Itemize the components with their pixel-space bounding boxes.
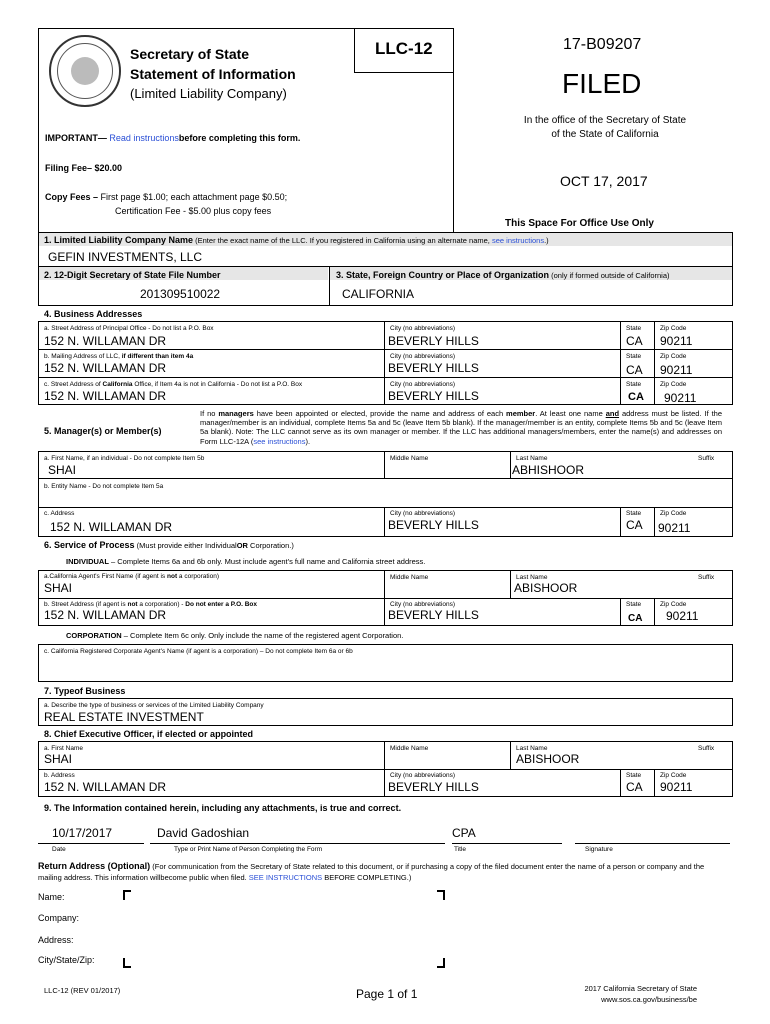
form-code-divider [354,28,355,72]
8a-last-name: ABISHOOR [516,752,580,766]
4b-zip: 90211 [660,363,693,377]
4b-label: b. Mailing Address of LLC, if different than item 4a [44,353,194,360]
title-line1: Secretary of State [130,46,250,62]
6a-last-name: ABISHOOR [514,581,578,595]
form-code: LLC-12 [375,39,433,58]
office-use-label: This Space For Office Use Only [505,218,654,229]
corporation-line: CORPORATION – Complete Item 6c only. Only include the name of the registered agent Corporation. [66,631,404,640]
section-8-label: 8. Chief Executive Officer, if elected or appointed [44,729,254,739]
8b-state: CA [626,780,643,794]
form-code-bottom [354,72,454,73]
section-6-label: 6. Service of Process (Must provide either IndividualOR Corporation.) [44,540,294,550]
4b-city: BEVERLY HILLS [388,361,479,375]
4c-street: 152 N. WILLAMAN DR [44,389,167,403]
return-company-label: Company: [38,913,80,923]
return-city-label: City/State/Zip: [38,955,95,965]
business-type: REAL ESTATE INVESTMENT [44,710,204,724]
4a-label: a. Street Address of Principal Office - Do not list a P.O. Box [44,325,214,332]
title-line3: (Limited Liability Company) [130,86,287,101]
section-2-label: 2. 12-Digit Secretary of State File Number [44,270,221,280]
6b-city: BEVERLY HILLS [388,608,479,622]
return-address-text: Return Address (Optional) (For communication from the Secretary of State related to this document, or if purchasing a copy of the filed document enter the name of a person or company and the mailing address. This information willbecome public when filed. SEE INSTRUCTIONS BEFORE COMPLETING.) [38,861,705,882]
important-line: IMPORTANT— Read instructionsbefore completing this form. [45,133,301,143]
6b-street: 152 N. WILLAMAN DR [44,608,167,622]
4c-zip: 90211 [664,391,697,405]
office-line2: of the State of California [551,129,659,140]
title-line2: Statement of Information [130,66,296,82]
6b-state: CA [628,613,643,624]
file-number: 201309510022 [140,287,221,301]
page-number: Page 1 of 1 [356,987,418,1001]
4b-state: CA [626,363,643,377]
6a-first-name: SHAI [44,581,73,595]
4a-zip: 90211 [660,334,693,348]
5c-street: 152 N. WILLAMAN DR [50,520,173,534]
signature-date: 10/17/2017 [52,826,113,840]
8b-street: 152 N. WILLAMAN DR [44,780,167,794]
file-id: 17-B09207 [563,36,642,53]
filing-fee: Filing Fee– $20.00 [45,163,123,173]
4a-street: 152 N. WILLAMAN DR [44,334,167,348]
signer-name: David Gadoshian [157,826,250,840]
section-1-label: 1. Limited Liability Company Name (Enter the exact name of the LLC. If you registered in California using an alternate name, see instructions.) [44,235,549,245]
4a-state: CA [626,334,643,348]
section-9-label: 9. The Information contained herein, including any attachments, is true and correct. [44,803,402,813]
4c-state: CA [628,391,644,403]
8b-city: BEVERLY HILLS [388,780,479,794]
state-seal-icon [49,35,121,107]
5c-state: CA [626,518,643,532]
llc-name: GEFIN INVESTMENTS, LLC [48,250,203,264]
5a-first-name: SHAI [48,463,77,477]
return-address-field[interactable] [123,890,445,968]
state-of-organization: CALIFORNIA [342,287,415,301]
copy-fees: Copy Fees – First page $1.00; each attachment page $0.50; [45,192,288,202]
4b-street: 152 N. WILLAMAN DR [44,361,167,375]
section-3-label: 3. State, Foreign Country or Place of Organization (only if formed outside of California) [336,270,670,280]
8b-zip: 90211 [660,780,693,794]
section-5-label: 5. Manager(s) or Member(s) [44,426,162,436]
office-line1: In the office of the Secretary of State [523,115,687,126]
read-instructions-link[interactable]: Read instructions [109,133,179,143]
5c-zip: 90211 [658,521,691,535]
return-address-label: Address: [38,935,74,945]
copyright: 2017 California Secretary of State [584,984,697,993]
section-7-label: 7. Typeof Business [44,686,126,696]
footer-url: www.sos.ca.gov/business/be [601,995,697,1004]
8a-first-name: SHAI [44,752,73,766]
copy-fees-line2: Certification Fee - $5.00 plus copy fees [115,206,272,216]
filed-status: FILED [562,68,642,99]
4c-label: c. Street Address of California Office, if Item 4a is not in California - Do not list a P.O. Box [44,381,303,388]
individual-line: INDIVIDUAL – Complete Items 6a and 6b only. Must include agent's full name and California street address. [66,557,426,566]
form-revision: LLC-12 (REV 01/2017) [44,986,121,995]
section-5-instructions: If no managers have been appointed or elected, provide the name and address of each member. At least one name and address must be listed. If the manager/member is an individual, complete Items 5a and 5c (leave Item 5b blank). If the manager/member is an entity, complete Items 5b and 5c (leave Item 5a blank). Note: The LLC cannot serve as its own manager or member. If the LLC has additional managers/members, enter the name(s) and addresses on Form LLC-12A (see instructions). [200,409,722,446]
signer-title: CPA [452,826,476,840]
4a-city: BEVERLY HILLS [388,334,479,348]
4c-city: BEVERLY HILLS [388,389,479,403]
filed-date: OCT 17, 2017 [560,173,648,189]
return-name-label: Name: [38,892,65,902]
6b-zip: 90211 [666,609,699,623]
section-4-label: 4. Business Addresses [44,309,143,319]
5a-last-name: ABHISHOOR [512,463,585,477]
5c-city: BEVERLY HILLS [388,518,479,532]
